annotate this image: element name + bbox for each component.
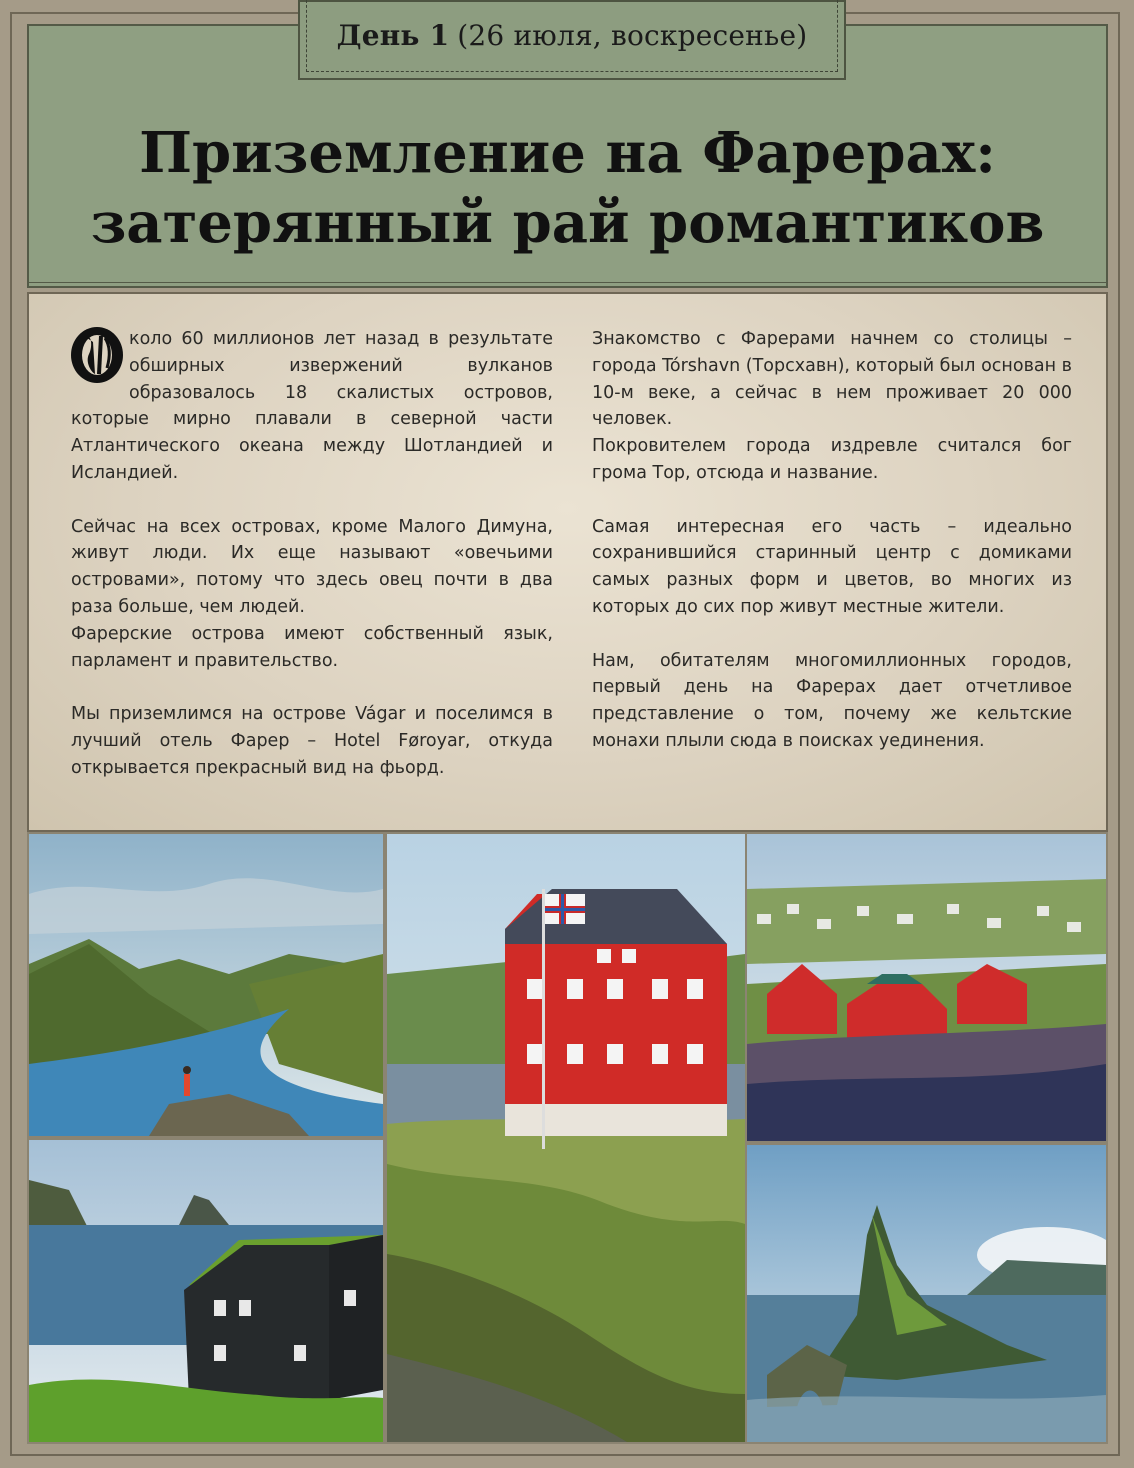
day-date: (26 июля, воскресенье) (457, 19, 808, 52)
paragraph: Фарерские острова имеют собственный язык, парламент и правительство. (71, 623, 553, 671)
photo-red-house-flag (387, 834, 745, 1442)
article-column-left (71, 326, 553, 782)
article-column-right (592, 326, 1072, 755)
paragraph: Сейчас на всех островах, кроме Малого Димуна, живут люди. Их еще называют «овечьими островами», потому что здесь овец почти в два раза больше, чем людей. (71, 516, 553, 617)
day-badge (298, 0, 846, 80)
photo-gallery (27, 832, 1108, 1444)
photo-turf-house (29, 1140, 383, 1442)
drop-cap-ornament-icon (69, 324, 125, 384)
paragraph: коло 60 миллионов лет назад в результате обширных извержений вулканов образовалось 18 скалистых островов, которые мирно плавали в северной части Атлантического океана между Шотландией и Исландией. (71, 329, 553, 483)
day-label: День 1 (336, 19, 450, 52)
title-line-1: Приземление на Фарерах: (139, 120, 996, 186)
paragraph: Мы приземлимся на острове Vágar и поселимся в лучший отель Фарер – Hotel Føroyar, откуда открывается прекрасный вид на фьорд. (71, 704, 553, 778)
drop-cap (69, 324, 125, 384)
paragraph: Самая интересная его часть – идеально сохранившийся старинный центр с домиками самых разных форм и цветов, во многих из которых до сих пор живут местные жители. (592, 516, 1072, 617)
paragraph: Знакомство с Фарерами начнем со столицы – города Tórshavn (Торсхавн), который был основан в 10-м веке, а сейчас в нем проживает 20 000 человек. (592, 329, 1072, 430)
page-title (29, 118, 1106, 258)
article-panel (27, 292, 1108, 832)
photo-sea-stacks (747, 1145, 1106, 1442)
paragraph: Покровителем города издревле считался бог грома Тор, отсюда и название. (592, 436, 1072, 483)
title-line-2: затерянный рай романтиков (90, 190, 1045, 256)
paragraph: Нам, обитателям многомиллионных городов, первый день на Фарерах дает отчетливое представление о том, почему же кельтские монахи плыли сюда в поисках уединения. (592, 650, 1072, 751)
photo-torshavn-harbor (747, 834, 1106, 1141)
photo-fjord-hiker (29, 834, 383, 1136)
